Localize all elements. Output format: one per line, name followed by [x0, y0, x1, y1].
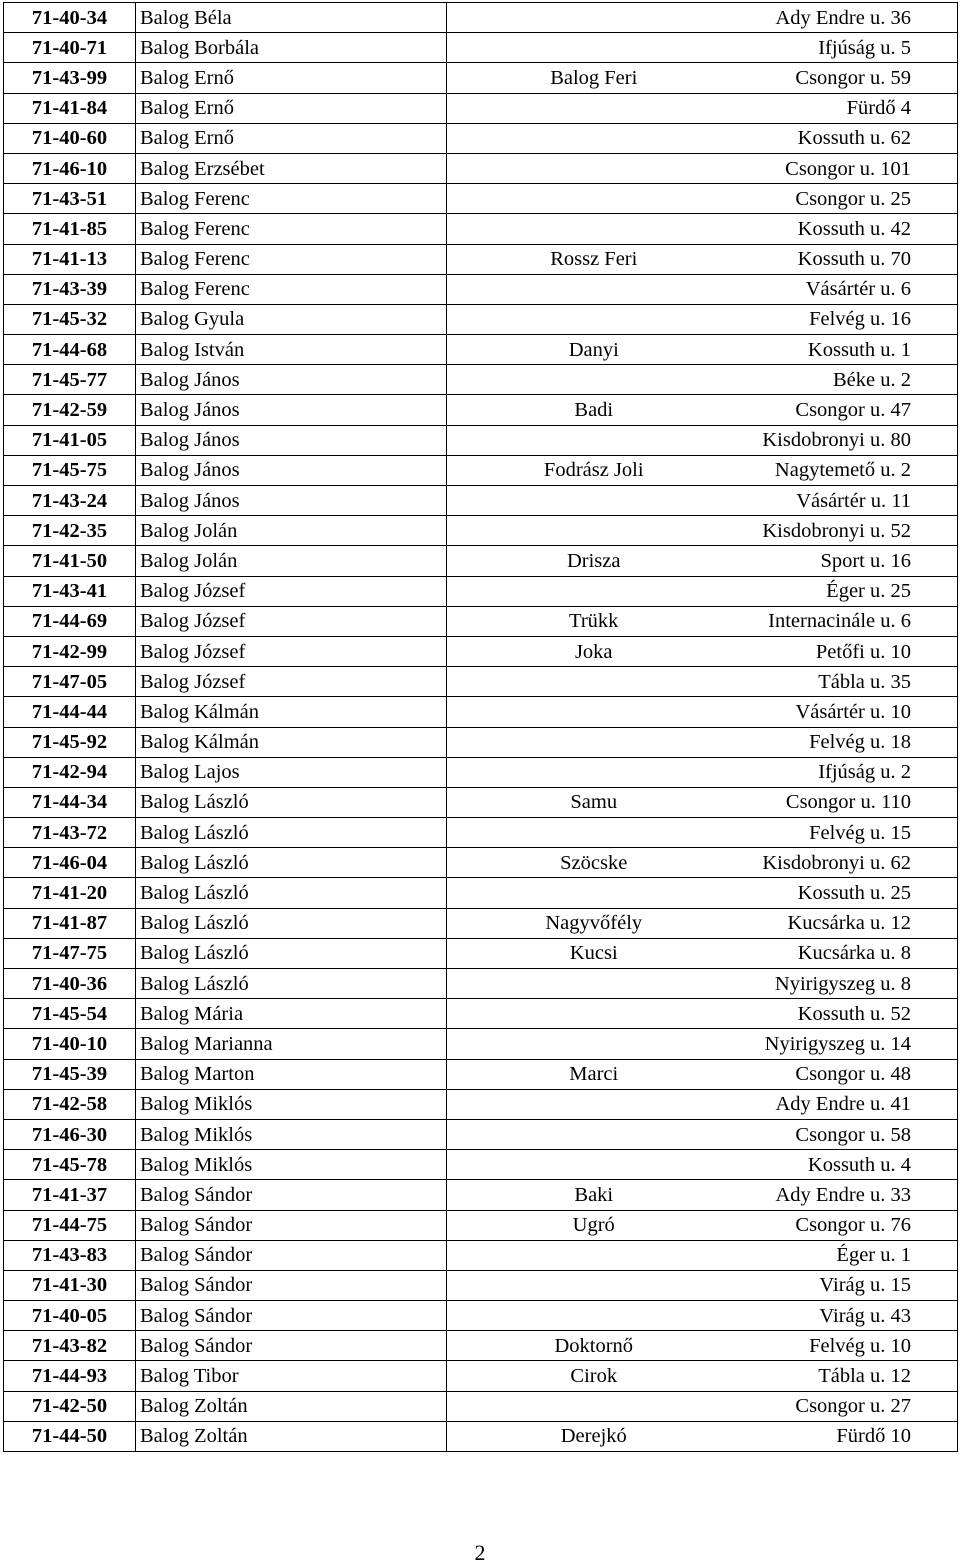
table-row	[4, 425, 958, 455]
directory-body	[4, 3, 958, 1452]
name-cell: Balog Ernő	[136, 93, 447, 123]
address-cell: Vásártér u. 11	[741, 486, 958, 516]
address-cell: Csongor u. 101	[741, 153, 958, 183]
phone-number-cell: 71-43-51	[4, 184, 136, 214]
address-cell: Kucsárka u. 12	[741, 908, 958, 938]
table-row	[4, 335, 958, 365]
nickname-cell	[447, 576, 741, 606]
table-row	[4, 1301, 958, 1331]
phone-number-cell: 71-44-93	[4, 1361, 136, 1391]
phone-number-cell: 71-40-71	[4, 33, 136, 63]
name-cell: Balog Ferenc	[136, 184, 447, 214]
table-row	[4, 244, 958, 274]
table-row	[4, 546, 958, 576]
address-cell: Tábla u. 12	[741, 1361, 958, 1391]
phone-number-cell: 71-45-77	[4, 365, 136, 395]
name-cell: Balog Borbála	[136, 33, 447, 63]
name-cell: Balog Sándor	[136, 1180, 447, 1210]
phone-number-cell: 71-47-75	[4, 938, 136, 968]
table-row	[4, 636, 958, 666]
name-cell: Balog Mária	[136, 999, 447, 1029]
nickname-cell	[447, 969, 741, 999]
table-row	[4, 1240, 958, 1270]
address-cell: Fürdő 4	[741, 93, 958, 123]
table-row	[4, 878, 958, 908]
table-row	[4, 787, 958, 817]
phone-number-cell: 71-40-34	[4, 3, 136, 33]
nickname-cell: Nagyvőfély	[447, 908, 741, 938]
phone-number-cell: 71-42-99	[4, 636, 136, 666]
table-row	[4, 153, 958, 183]
table-row	[4, 486, 958, 516]
phone-number-cell: 71-42-58	[4, 1089, 136, 1119]
address-cell: Tábla u. 35	[741, 667, 958, 697]
phone-number-cell: 71-43-99	[4, 63, 136, 93]
table-row	[4, 33, 958, 63]
address-cell: Felvég u. 16	[741, 304, 958, 334]
address-cell: Sport u. 16	[741, 546, 958, 576]
table-row	[4, 848, 958, 878]
table-row	[4, 214, 958, 244]
phone-number-cell: 71-45-32	[4, 304, 136, 334]
phone-number-cell: 71-40-05	[4, 1301, 136, 1331]
table-row	[4, 969, 958, 999]
name-cell: Balog József	[136, 667, 447, 697]
phone-number-cell: 71-41-13	[4, 244, 136, 274]
nickname-cell: Cirok	[447, 1361, 741, 1391]
nickname-cell	[447, 1391, 741, 1421]
name-cell: Balog László	[136, 878, 447, 908]
name-cell: Balog Zoltán	[136, 1391, 447, 1421]
phone-number-cell: 71-43-39	[4, 274, 136, 304]
phone-number-cell: 71-42-94	[4, 757, 136, 787]
name-cell: Balog Tibor	[136, 1361, 447, 1391]
table-row	[4, 304, 958, 334]
nickname-cell	[447, 214, 741, 244]
table-row	[4, 1089, 958, 1119]
nickname-cell: Drisza	[447, 546, 741, 576]
table-row	[4, 1391, 958, 1421]
name-cell: Balog János	[136, 455, 447, 485]
name-cell: Balog Jolán	[136, 546, 447, 576]
table-row	[4, 606, 958, 636]
address-cell: Kossuth u. 1	[741, 335, 958, 365]
phone-number-cell: 71-45-75	[4, 455, 136, 485]
table-row	[4, 667, 958, 697]
address-cell: Vásártér u. 6	[741, 274, 958, 304]
nickname-cell	[447, 123, 741, 153]
name-cell: Balog Ferenc	[136, 244, 447, 274]
name-cell: Balog Béla	[136, 3, 447, 33]
table-row	[4, 516, 958, 546]
nickname-cell: Fodrász Joli	[447, 455, 741, 485]
name-cell: Balog Sándor	[136, 1331, 447, 1361]
name-cell: Balog Marianna	[136, 1029, 447, 1059]
nickname-cell	[447, 486, 741, 516]
name-cell: Balog László	[136, 908, 447, 938]
table-row	[4, 184, 958, 214]
table-row	[4, 1119, 958, 1149]
address-cell: Csongor u. 48	[741, 1059, 958, 1089]
name-cell: Balog Erzsébet	[136, 153, 447, 183]
nickname-cell	[447, 153, 741, 183]
name-cell: Balog Miklós	[136, 1150, 447, 1180]
name-cell: Balog Jolán	[136, 516, 447, 546]
nickname-cell: Balog Feri	[447, 63, 741, 93]
nickname-cell: Trükk	[447, 606, 741, 636]
name-cell: Balog Lajos	[136, 757, 447, 787]
address-cell: Csongor u. 58	[741, 1119, 958, 1149]
table-row	[4, 727, 958, 757]
table-row	[4, 3, 958, 33]
phone-number-cell: 71-41-37	[4, 1180, 136, 1210]
nickname-cell	[447, 818, 741, 848]
phone-number-cell: 71-45-54	[4, 999, 136, 1029]
phone-number-cell: 71-41-50	[4, 546, 136, 576]
table-row	[4, 63, 958, 93]
nickname-cell	[447, 1089, 741, 1119]
name-cell: Balog Ferenc	[136, 214, 447, 244]
phone-number-cell: 71-46-04	[4, 848, 136, 878]
nickname-cell	[447, 878, 741, 908]
phone-number-cell: 71-43-72	[4, 818, 136, 848]
address-cell: Virág u. 15	[741, 1270, 958, 1300]
address-cell: Felvég u. 10	[741, 1331, 958, 1361]
nickname-cell: Marci	[447, 1059, 741, 1089]
phone-number-cell: 71-44-75	[4, 1210, 136, 1240]
address-cell: Nagytemető u. 2	[741, 455, 958, 485]
phone-number-cell: 71-45-92	[4, 727, 136, 757]
address-cell: Éger u. 25	[741, 576, 958, 606]
phone-number-cell: 71-46-30	[4, 1119, 136, 1149]
address-cell: Felvég u. 18	[741, 727, 958, 757]
nickname-cell	[447, 1029, 741, 1059]
address-cell: Fürdő 10	[741, 1421, 958, 1451]
name-cell: Balog József	[136, 606, 447, 636]
nickname-cell: Ugró	[447, 1210, 741, 1240]
phone-number-cell: 71-42-59	[4, 395, 136, 425]
phone-number-cell: 71-41-87	[4, 908, 136, 938]
address-cell: Kisdobronyi u. 80	[741, 425, 958, 455]
table-row	[4, 938, 958, 968]
nickname-cell	[447, 516, 741, 546]
name-cell: Balog József	[136, 576, 447, 606]
table-row	[4, 1210, 958, 1240]
address-cell: Ifjúság u. 2	[741, 757, 958, 787]
address-cell: Kossuth u. 70	[741, 244, 958, 274]
name-cell: Balog János	[136, 425, 447, 455]
table-row	[4, 1331, 958, 1361]
nickname-cell	[447, 304, 741, 334]
nickname-cell: Szöcske	[447, 848, 741, 878]
nickname-cell	[447, 667, 741, 697]
name-cell: Balog Sándor	[136, 1240, 447, 1270]
address-cell: Kucsárka u. 8	[741, 938, 958, 968]
nickname-cell	[447, 1301, 741, 1331]
table-row	[4, 818, 958, 848]
address-cell: Éger u. 1	[741, 1240, 958, 1270]
address-cell: Csongor u. 27	[741, 1391, 958, 1421]
phone-number-cell: 71-41-84	[4, 93, 136, 123]
address-cell: Csongor u. 110	[741, 787, 958, 817]
table-row	[4, 365, 958, 395]
page-number: 2	[474, 1540, 486, 1565]
table-row	[4, 1421, 958, 1451]
nickname-cell	[447, 425, 741, 455]
nickname-cell: Joka	[447, 636, 741, 666]
nickname-cell: Danyi	[447, 335, 741, 365]
address-cell: Kisdobronyi u. 62	[741, 848, 958, 878]
address-cell: Virág u. 43	[741, 1301, 958, 1331]
name-cell: Balog László	[136, 848, 447, 878]
phone-number-cell: 71-41-20	[4, 878, 136, 908]
table-row	[4, 1150, 958, 1180]
phone-number-cell: 71-45-39	[4, 1059, 136, 1089]
table-row	[4, 274, 958, 304]
address-cell: Kossuth u. 52	[741, 999, 958, 1029]
phone-number-cell: 71-41-05	[4, 425, 136, 455]
nickname-cell: Badi	[447, 395, 741, 425]
phone-number-cell: 71-44-68	[4, 335, 136, 365]
address-cell: Csongor u. 59	[741, 63, 958, 93]
address-cell: Kisdobronyi u. 52	[741, 516, 958, 546]
nickname-cell	[447, 1150, 741, 1180]
table-row	[4, 576, 958, 606]
nickname-cell	[447, 1240, 741, 1270]
nickname-cell	[447, 184, 741, 214]
nickname-cell: Derejkó	[447, 1421, 741, 1451]
name-cell: Balog Zoltán	[136, 1421, 447, 1451]
nickname-cell	[447, 999, 741, 1029]
address-cell: Ady Endre u. 33	[741, 1180, 958, 1210]
phone-number-cell: 71-44-44	[4, 697, 136, 727]
table-row	[4, 395, 958, 425]
nickname-cell: Doktornő	[447, 1331, 741, 1361]
table-row	[4, 908, 958, 938]
nickname-cell	[447, 365, 741, 395]
nickname-cell: Baki	[447, 1180, 741, 1210]
address-cell: Kossuth u. 62	[741, 123, 958, 153]
table-row	[4, 1361, 958, 1391]
phone-number-cell: 71-42-35	[4, 516, 136, 546]
phone-directory-table	[3, 2, 958, 1452]
address-cell: Vásártér u. 10	[741, 697, 958, 727]
name-cell: Balog László	[136, 818, 447, 848]
table-row	[4, 999, 958, 1029]
name-cell: Balog Sándor	[136, 1270, 447, 1300]
name-cell: Balog János	[136, 365, 447, 395]
name-cell: Balog Ernő	[136, 123, 447, 153]
phone-number-cell: 71-44-69	[4, 606, 136, 636]
name-cell: Balog Ernő	[136, 63, 447, 93]
address-cell: Kossuth u. 42	[741, 214, 958, 244]
nickname-cell: Rossz Feri	[447, 244, 741, 274]
phone-number-cell: 71-43-83	[4, 1240, 136, 1270]
phone-number-cell: 71-41-85	[4, 214, 136, 244]
table-row	[4, 757, 958, 787]
name-cell: Balog Sándor	[136, 1301, 447, 1331]
table-row	[4, 697, 958, 727]
nickname-cell	[447, 33, 741, 63]
phone-number-cell: 71-43-41	[4, 576, 136, 606]
table-row	[4, 1029, 958, 1059]
name-cell: Balog Gyula	[136, 304, 447, 334]
name-cell: Balog Miklós	[136, 1089, 447, 1119]
address-cell: Ady Endre u. 41	[741, 1089, 958, 1119]
name-cell: Balog Kálmán	[136, 727, 447, 757]
address-cell: Ady Endre u. 36	[741, 3, 958, 33]
nickname-cell	[447, 757, 741, 787]
nickname-cell	[447, 727, 741, 757]
address-cell: Ifjúság u. 5	[741, 33, 958, 63]
phone-number-cell: 71-41-30	[4, 1270, 136, 1300]
phone-number-cell: 71-44-34	[4, 787, 136, 817]
nickname-cell	[447, 3, 741, 33]
name-cell: Balog Marton	[136, 1059, 447, 1089]
address-cell: Csongor u. 47	[741, 395, 958, 425]
address-cell: Kossuth u. 4	[741, 1150, 958, 1180]
address-cell: Csongor u. 25	[741, 184, 958, 214]
nickname-cell	[447, 1270, 741, 1300]
table-row	[4, 1180, 958, 1210]
name-cell: Balog László	[136, 969, 447, 999]
nickname-cell	[447, 274, 741, 304]
address-cell: Felvég u. 15	[741, 818, 958, 848]
table-row	[4, 123, 958, 153]
phone-number-cell: 71-40-60	[4, 123, 136, 153]
name-cell: Balog József	[136, 636, 447, 666]
name-cell: Balog Ferenc	[136, 274, 447, 304]
phone-number-cell: 71-43-24	[4, 486, 136, 516]
nickname-cell: Kucsi	[447, 938, 741, 968]
name-cell: Balog László	[136, 787, 447, 817]
address-cell: Petőfi u. 10	[741, 636, 958, 666]
nickname-cell	[447, 93, 741, 123]
table-row	[4, 1059, 958, 1089]
name-cell: Balog István	[136, 335, 447, 365]
name-cell: Balog Sándor	[136, 1210, 447, 1240]
nickname-cell	[447, 1119, 741, 1149]
name-cell: Balog Kálmán	[136, 697, 447, 727]
phone-number-cell: 71-40-36	[4, 969, 136, 999]
phone-number-cell: 71-40-10	[4, 1029, 136, 1059]
address-cell: Internacinále u. 6	[741, 606, 958, 636]
phone-number-cell: 71-47-05	[4, 667, 136, 697]
address-cell: Nyirigyszeg u. 8	[741, 969, 958, 999]
address-cell: Kossuth u. 25	[741, 878, 958, 908]
table-row	[4, 93, 958, 123]
name-cell: Balog János	[136, 486, 447, 516]
address-cell: Nyirigyszeg u. 14	[741, 1029, 958, 1059]
phone-number-cell: 71-43-82	[4, 1331, 136, 1361]
phone-number-cell: 71-42-50	[4, 1391, 136, 1421]
nickname-cell	[447, 697, 741, 727]
phone-number-cell: 71-45-78	[4, 1150, 136, 1180]
nickname-cell: Samu	[447, 787, 741, 817]
table-row	[4, 1270, 958, 1300]
phone-number-cell: 71-46-10	[4, 153, 136, 183]
table-row	[4, 455, 958, 485]
name-cell: Balog János	[136, 395, 447, 425]
address-cell: Béke u. 2	[741, 365, 958, 395]
name-cell: Balog László	[136, 938, 447, 968]
phone-number-cell: 71-44-50	[4, 1421, 136, 1451]
name-cell: Balog Miklós	[136, 1119, 447, 1149]
address-cell: Csongor u. 76	[741, 1210, 958, 1240]
